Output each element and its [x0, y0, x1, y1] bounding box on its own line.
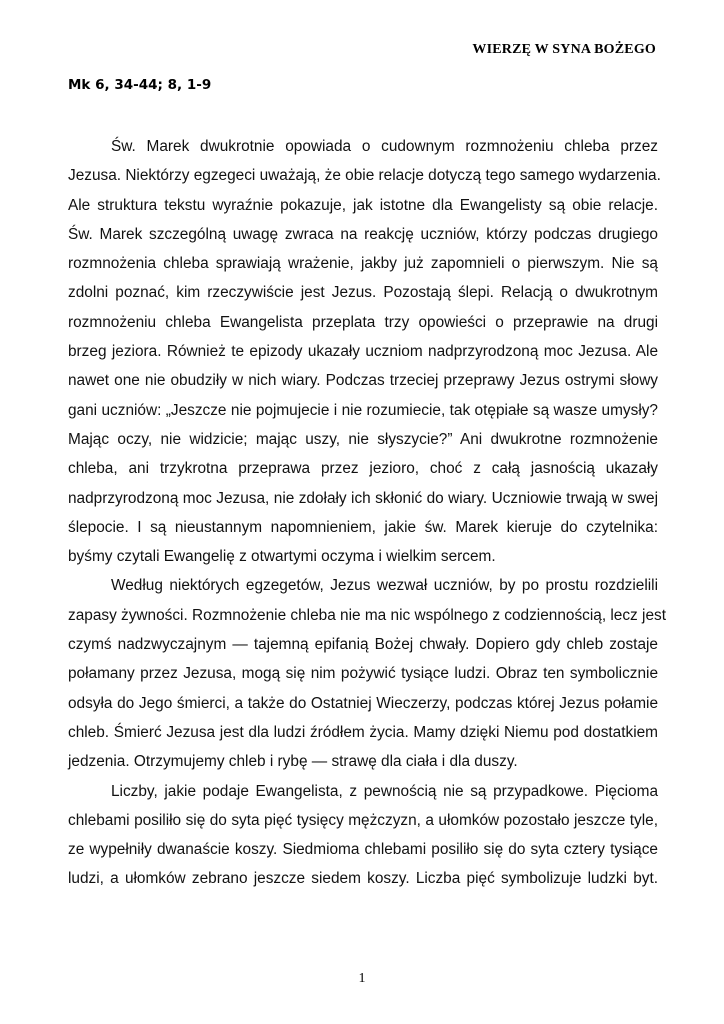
body-text [68, 132, 666, 894]
text-line: Mając oczy, nie widzicie; mając uszy, nie słyszycie?” Ani dwukrotne rozmnożenie [68, 430, 658, 448]
text-line: chleb. Śmierć Jezusa jest dla ludzi źródłem życia. Mamy dzięki Niemu pod dostatkiem [68, 723, 658, 741]
text-line: nawet one nie obudziły w nich wiary. Podczas trzeciej przeprawy Jezus ostrymi słowy [68, 372, 658, 390]
text-line: byśmy czytali Ewangelię z otwartymi oczyma i wielkim sercem. [68, 548, 496, 566]
text-line: Liczby, jakie podaje Ewangelista, z pewnością nie są przypadkowe. Pięcioma [111, 782, 658, 800]
text-line: gani uczniów: „Jeszcze nie pojmujecie i nie rozumiecie, tak otępiałe są wasze umysły? [68, 401, 658, 419]
text-line: chleba, ani trzykrotna przeprawa przez jezioro, choć z całą jasnością ukazały [68, 460, 658, 478]
text-line: Św. Marek dwukrotnie opowiada o cudownym rozmnożeniu chleba przez [111, 138, 658, 155]
text-line: ślepocie. I są nieustannym napomnieniem, jakie św. Marek kieruje do czytelnika: [68, 518, 658, 536]
paragraph-3 [68, 777, 658, 894]
text-line: Według niektórych egzegetów, Jezus wezwał uczniów, by po prostu rozdzielili [111, 577, 658, 595]
page-number: 1 [358, 971, 366, 986]
text-line: Ale struktura tekstu wyraźnie pokazuje, jak istotne dla Ewangelisty są obie relacje. [68, 196, 658, 214]
text-line: Jezusa. Niektórzy egzegeci uważają, że obie relacje dotyczą tego samego wydarzenia. [68, 167, 661, 185]
text-line: brzeg jeziora. Również te epizody ukazały uczniom nadprzyrodzoną moc Jezusa. Ale [68, 343, 658, 361]
text-line: jedzenia. Otrzymujemy chleb i rybę — strawę dla ciała i dla duszy. [68, 753, 518, 771]
text-line: chlebami posiliło się do syta pięć tysięcy mężczyzn, a ułomków pozostało jeszcze tyle, [68, 811, 658, 829]
paragraph-2 [68, 571, 666, 776]
text-line: ze wypełniły dwanaście koszy. Siedmioma chlebami posiliło się do syta cztery tysiące [68, 841, 658, 859]
text-line: rozmnożenia chleba sprawiają wrażenie, jakby już zapomnieli o pierwszym. Nie są [68, 255, 658, 273]
text-line: czymś nadzwyczajnym — tajemną epifanią Bożej chwały. Dopiero gdy chleb zostaje [68, 636, 658, 654]
document-title: WIERZĘ W SYNA BOŻEGO [472, 42, 656, 57]
text-line: rozmnożeniu chleba Ewangelista przeplata trzy opowieści o przeprawie na drugi [68, 313, 658, 331]
text-line: zapasy żywności. Rozmnożenie chleba nie ma nic wspólnego z codziennością, lecz jest [68, 606, 666, 624]
text-line: ludzi, a ułomków zebrano jeszcze siedem koszy. Liczba pięć symbolizuje ludzki byt. [68, 870, 658, 888]
text-line: nadprzyrodzoną moc Jezusa, nie zdołały ich skłonić do wiary. Uczniowie trwają w swej [68, 489, 658, 507]
scripture-reference: Mk 6, 34-44; 8, 1-9 [68, 77, 212, 93]
text-line: połamany przez Jezusa, mogą się nim pożywić tysiące ludzi. Obraz ten symbolicznie [68, 665, 658, 683]
text-line: zdolni poznać, kim rzeczywiście jest Jezus. Pozostają ślepi. Relacją o dwukrotnym [68, 284, 658, 302]
paragraph-1 [68, 132, 661, 571]
text-line: Św. Marek szczególną uwagę zwraca na reakcję uczniów, którzy podczas drugiego [68, 225, 658, 243]
text-line: odsyła do Jego śmierci, a także do Ostatniej Wieczerzy, podczas której Jezus połamie [68, 694, 658, 712]
